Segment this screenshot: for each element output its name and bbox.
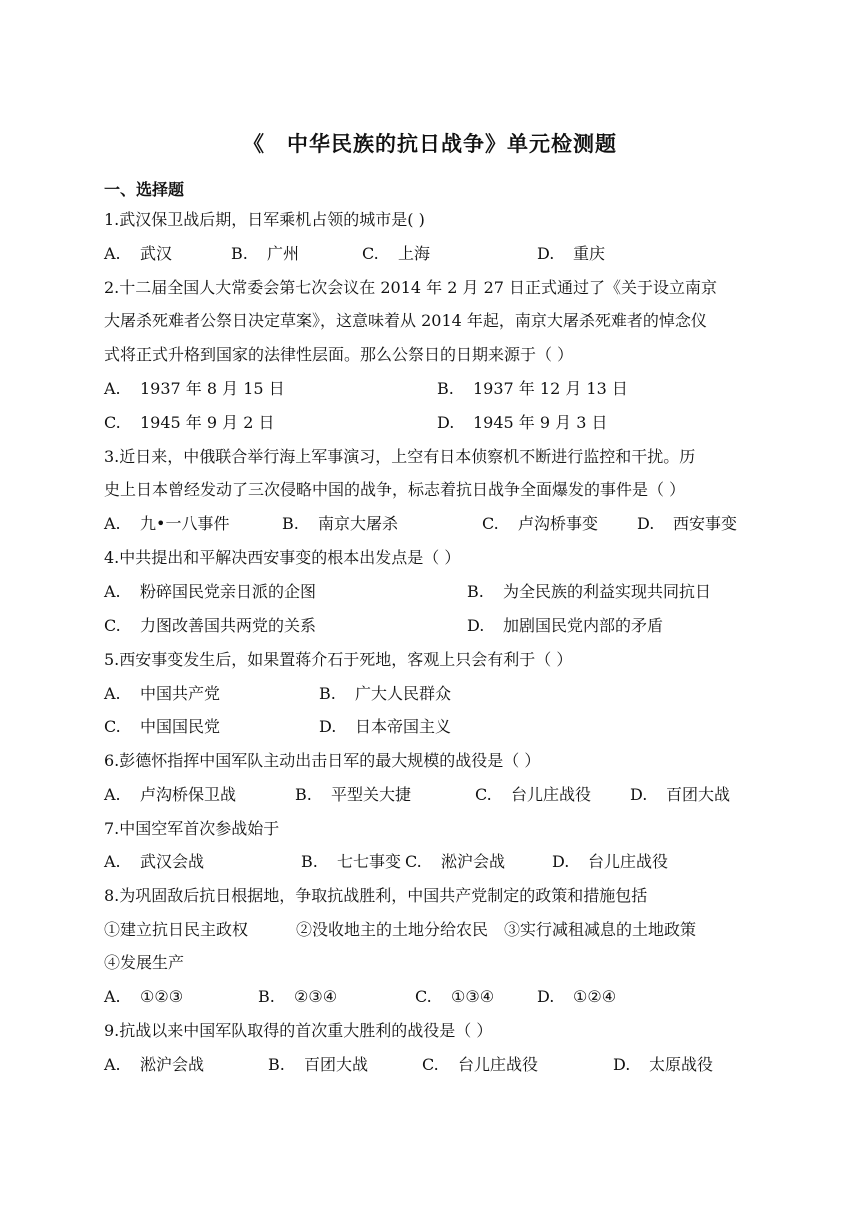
question-5-option bbox=[319, 717, 451, 737]
option-text: 平型关大捷 bbox=[331, 785, 412, 804]
document-title: 《 中华民族的抗日战争》单元检测题 bbox=[243, 132, 617, 156]
option-letter: D. bbox=[552, 852, 570, 871]
option-letter: D. bbox=[467, 616, 485, 635]
question-6-option bbox=[630, 785, 730, 805]
option-text: 1945 年 9 月 2 日 bbox=[140, 413, 275, 432]
option-text: 武汉 bbox=[140, 244, 173, 263]
question-1-stem-line: 1.武汉保卫战后期，日军乘机占领的城市是( ) bbox=[104, 210, 425, 229]
question-3-option bbox=[637, 514, 737, 534]
question-9-option bbox=[422, 1055, 538, 1075]
option-letter: C. bbox=[362, 244, 379, 263]
option-letter: D. bbox=[637, 514, 655, 533]
option-text: 1937 年 8 月 15 日 bbox=[140, 379, 285, 398]
option-letter: D. bbox=[630, 785, 648, 804]
option-text: 西安事变 bbox=[673, 514, 738, 533]
option-text: ①②④ bbox=[573, 987, 617, 1006]
option-text: 武汉会战 bbox=[140, 852, 205, 871]
option-text: ①②③ bbox=[140, 987, 184, 1006]
option-letter: A. bbox=[104, 684, 121, 703]
option-letter: C. bbox=[405, 852, 422, 871]
option-letter: B. bbox=[319, 684, 336, 703]
option-text: 台儿庄战役 bbox=[588, 852, 669, 871]
question-1-option bbox=[362, 244, 430, 264]
option-text: 广大人民群众 bbox=[355, 684, 452, 703]
option-letter: C. bbox=[415, 987, 432, 1006]
question-1-option bbox=[104, 244, 172, 264]
question-3-option bbox=[282, 514, 398, 534]
option-letter: D. bbox=[537, 987, 555, 1006]
option-text: 淞沪会战 bbox=[441, 852, 506, 871]
question-1-option bbox=[231, 244, 299, 264]
question-5-option bbox=[104, 717, 220, 737]
question-2-option bbox=[104, 379, 285, 399]
option-text: 七七事变 bbox=[337, 852, 402, 871]
option-letter: D. bbox=[437, 413, 455, 432]
question-6-option bbox=[475, 785, 591, 805]
option-letter: B. bbox=[467, 582, 484, 601]
question-7-option bbox=[104, 852, 204, 872]
option-letter: C. bbox=[104, 616, 121, 635]
question-2-stem-line: 式将正式升格到国家的法律性层面。那么公祭日的日期来源于（ ） bbox=[104, 345, 574, 364]
option-letter: D. bbox=[613, 1055, 631, 1074]
question-8-stem-line: 8.为巩固敌后抗日根据地，争取抗战胜利，中国共产党制定的政策和措施包括 bbox=[104, 886, 648, 905]
question-6-option bbox=[295, 785, 411, 805]
option-text: 日本帝国主义 bbox=[355, 717, 452, 736]
question-8-option bbox=[537, 987, 616, 1007]
question-7-stem-line: 7.中国空军首次参战始于 bbox=[104, 819, 280, 838]
question-3-option bbox=[482, 514, 598, 534]
question-2-stem-line: 2.十二届全国人大常委会第七次会议在 2014 年 2 月 27 日正式通过了《关于设立南京 bbox=[104, 278, 718, 297]
option-letter: A. bbox=[104, 1055, 121, 1074]
question-4-stem-line: 4.中共提出和平解决西安事变的根本出发点是（ ） bbox=[104, 548, 461, 567]
option-text: ①③④ bbox=[451, 987, 495, 1006]
question-8-option bbox=[258, 987, 337, 1007]
option-text: 中国共产党 bbox=[140, 684, 221, 703]
option-letter: D. bbox=[319, 717, 337, 736]
question-9-stem-line: 9.抗战以来中国军队取得的首次重大胜利的战役是（ ） bbox=[104, 1021, 493, 1040]
question-8-option bbox=[104, 987, 183, 1007]
option-letter: B. bbox=[295, 785, 312, 804]
option-letter: C. bbox=[475, 785, 492, 804]
option-text: 加剧国民党内部的矛盾 bbox=[503, 616, 664, 635]
question-3-stem-line: 3.近日来，中俄联合举行海上军事演习，上空有日本侦察机不断进行监控和干扰。历 bbox=[104, 447, 696, 466]
question-5-option bbox=[104, 684, 220, 704]
question-6-option bbox=[104, 785, 236, 805]
question-7-option bbox=[301, 852, 401, 872]
option-text: 台儿庄战役 bbox=[458, 1055, 539, 1074]
question-1-option bbox=[537, 244, 605, 264]
question-7-option bbox=[405, 852, 505, 872]
section-heading: 一、选择题 bbox=[104, 180, 185, 199]
option-letter: A. bbox=[104, 582, 121, 601]
question-6-stem-line: 6.彭德怀指挥中国军队主动出击日军的最大规模的战役是（ ） bbox=[104, 751, 541, 770]
option-letter: A. bbox=[104, 379, 121, 398]
option-letter: B. bbox=[258, 987, 275, 1006]
question-3-stem-line: 史上日本曾经发动了三次侵略中国的战争，标志着抗日战争全面爆发的事件是（ ） bbox=[104, 480, 686, 499]
option-text: ②③④ bbox=[294, 987, 338, 1006]
option-text: 1945 年 9 月 3 日 bbox=[473, 413, 608, 432]
question-4-option bbox=[104, 616, 316, 636]
question-2-stem-line: 大屠杀死难者公祭日决定草案》，这意味着从 2014 年起，南京大屠杀死难者的悼念仪 bbox=[104, 311, 707, 330]
question-7-option bbox=[552, 852, 668, 872]
option-text: 淞沪会战 bbox=[140, 1055, 205, 1074]
question-8-stem-line: ①建立抗日民主政权 ②没收地主的土地分给农民 ③实行减租减息的土地政策 bbox=[104, 920, 697, 939]
option-text: 卢沟桥事变 bbox=[518, 514, 599, 533]
option-letter: A. bbox=[104, 244, 121, 263]
option-text: 粉碎国民党亲日派的企图 bbox=[140, 582, 317, 601]
option-letter: A. bbox=[104, 514, 121, 533]
option-letter: B. bbox=[437, 379, 454, 398]
option-text: 1937 年 12 月 13 日 bbox=[473, 379, 628, 398]
option-letter: C. bbox=[482, 514, 499, 533]
option-text: 卢沟桥保卫战 bbox=[140, 785, 237, 804]
option-letter: D. bbox=[537, 244, 555, 263]
option-letter: C. bbox=[422, 1055, 439, 1074]
question-8-option bbox=[415, 987, 494, 1007]
option-letter: C. bbox=[104, 717, 121, 736]
option-letter: B. bbox=[231, 244, 248, 263]
question-2-option bbox=[437, 379, 628, 399]
question-4-option bbox=[104, 582, 316, 602]
option-text: 中国国民党 bbox=[140, 717, 221, 736]
question-9-option bbox=[268, 1055, 368, 1075]
question-3-option bbox=[104, 514, 229, 534]
option-text: 太原战役 bbox=[649, 1055, 714, 1074]
option-text: 台儿庄战役 bbox=[511, 785, 592, 804]
option-letter: A. bbox=[104, 987, 121, 1006]
question-2-option bbox=[437, 413, 608, 433]
option-letter: A. bbox=[104, 852, 121, 871]
option-text: 南京大屠杀 bbox=[318, 514, 399, 533]
question-5-stem-line: 5.西安事变发生后，如果置蒋介石于死地，客观上只会有利于（ ） bbox=[104, 650, 573, 669]
option-text: 为全民族的利益实现共同抗日 bbox=[503, 582, 712, 601]
option-text: 百团大战 bbox=[304, 1055, 369, 1074]
option-text: 力图改善国共两党的关系 bbox=[140, 616, 317, 635]
question-4-option bbox=[467, 582, 711, 602]
option-text: 重庆 bbox=[573, 244, 606, 263]
option-letter: B. bbox=[282, 514, 299, 533]
option-letter: B. bbox=[301, 852, 318, 871]
option-text: 广州 bbox=[267, 244, 300, 263]
option-text: 上海 bbox=[398, 244, 431, 263]
question-2-option bbox=[104, 413, 275, 433]
option-letter: C. bbox=[104, 413, 121, 432]
option-letter: A. bbox=[104, 785, 121, 804]
question-8-stem-line: ④发展生产 bbox=[104, 953, 185, 972]
option-letter: B. bbox=[268, 1055, 285, 1074]
question-9-option bbox=[104, 1055, 204, 1075]
option-text: 百团大战 bbox=[666, 785, 731, 804]
question-4-option bbox=[467, 616, 663, 636]
question-9-option bbox=[613, 1055, 713, 1075]
option-text: 九•一八事件 bbox=[140, 514, 230, 533]
question-5-option bbox=[319, 684, 451, 704]
